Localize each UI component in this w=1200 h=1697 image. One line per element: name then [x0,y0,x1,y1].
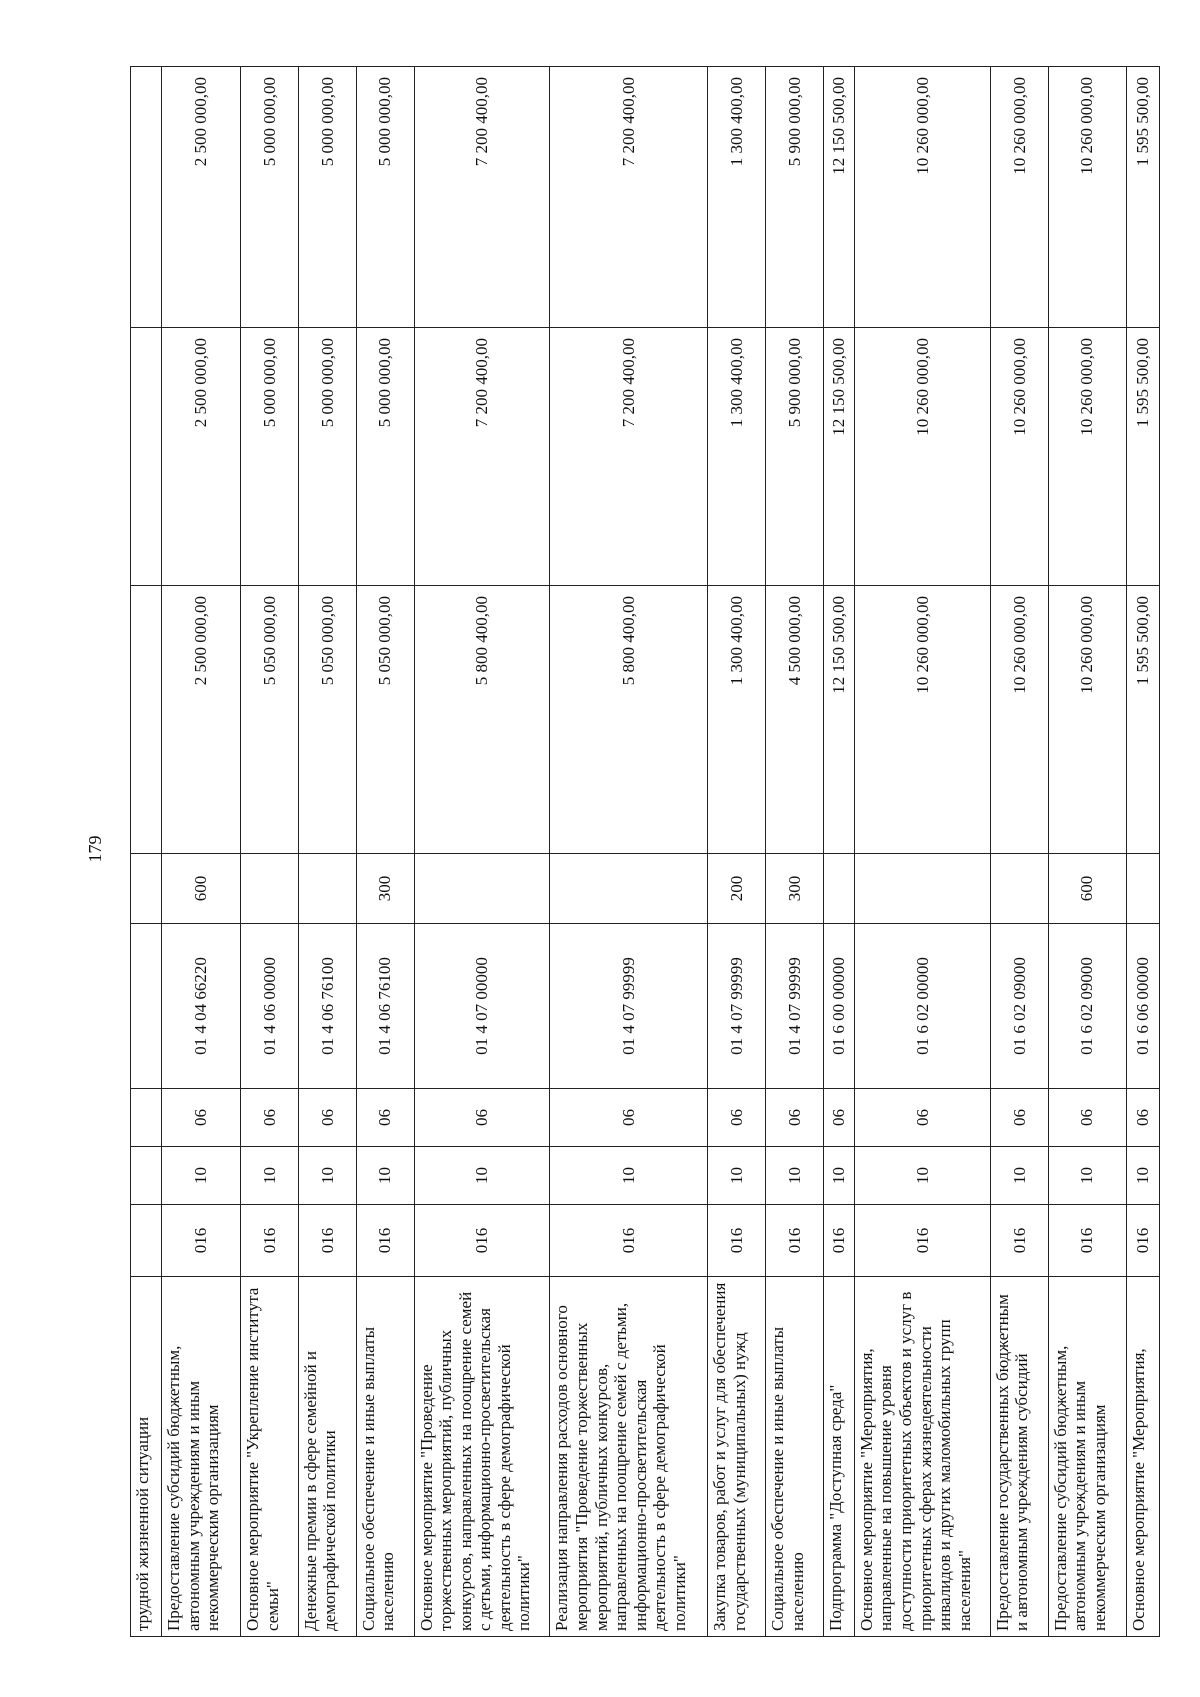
cell-amount-1: 1 595 500,00 [1126,586,1159,854]
cell-gr: 016 [241,1205,299,1277]
cell-gr [131,1205,162,1277]
cell-amount-1: 10 260 000,00 [1048,586,1126,854]
cell-amount-3: 5 900 000,00 [765,67,823,328]
cell-csr: 01 6 02 09000 [990,924,1048,1089]
cell-gr: 016 [414,1205,550,1277]
page-number: 179 [85,835,105,863]
cell-amount-2 [131,328,162,586]
cell-amount-3: 5 000 000,00 [241,67,299,328]
cell-amount-3: 10 260 000,00 [990,67,1048,328]
cell-rz: 10 [241,1147,299,1205]
cell-amount-3: 5 000 000,00 [298,67,356,328]
table-row [1048,67,1126,1637]
table-row [823,67,854,1637]
cell-vr [414,854,550,924]
cell-rz: 10 [708,1147,766,1205]
table-row [854,67,990,1637]
table-row [1126,67,1159,1637]
cell-pr: 06 [765,1089,823,1147]
cell-csr: 01 4 07 99999 [550,924,708,1089]
cell-amount-2: 10 260 000,00 [854,328,990,586]
cell-vr [854,854,990,924]
cell-gr: 016 [1048,1205,1126,1277]
cell-pr: 06 [356,1089,414,1147]
cell-pr: 06 [990,1089,1048,1147]
cell-amount-3: 1 595 500,00 [1126,67,1159,328]
row-name: Социальное обеспечение и иные выплаты населению [765,1277,823,1637]
cell-gr: 016 [298,1205,356,1277]
cell-vr [131,854,162,924]
row-name: Подпрограмма "Доступная среда" [823,1277,854,1637]
cell-amount-1: 5 800 400,00 [414,586,550,854]
cell-rz: 10 [550,1147,708,1205]
cell-rz: 10 [990,1147,1048,1205]
cell-amount-2: 7 200 400,00 [414,328,550,586]
cell-vr [990,854,1048,924]
budget-table [130,66,1160,1637]
cell-amount-2: 7 200 400,00 [550,328,708,586]
table-row [550,67,708,1637]
cell-csr: 01 4 04 66220 [162,924,241,1089]
cell-csr: 01 4 06 76100 [356,924,414,1089]
cell-pr: 06 [823,1089,854,1147]
row-name: Предоставление субсидий бюджетным, автономным учреждениям и иным некоммерческим организациям [1048,1277,1126,1637]
cell-gr: 016 [1126,1205,1159,1277]
cell-amount-3: 1 300 400,00 [708,67,766,328]
cell-pr: 06 [162,1089,241,1147]
row-name: Закупка товаров, работ и услуг для обеспечения государственных (муниципальных) нужд [708,1277,766,1637]
cell-amount-1: 1 300 400,00 [708,586,766,854]
cell-csr: 01 6 02 09000 [1048,924,1126,1089]
cell-gr: 016 [765,1205,823,1277]
cell-vr [1126,854,1159,924]
row-name: Социальное обеспечение и иные выплаты населению [356,1277,414,1637]
cell-amount-2: 1 595 500,00 [1126,328,1159,586]
cell-rz: 10 [765,1147,823,1205]
cell-vr: 600 [1048,854,1126,924]
table-row [765,67,823,1637]
cell-rz: 10 [1126,1147,1159,1205]
cell-amount-1: 12 150 500,00 [823,586,854,854]
cell-pr [131,1089,162,1147]
cell-pr: 06 [414,1089,550,1147]
cell-amount-3: 2 500 000,00 [162,67,241,328]
cell-pr: 06 [1126,1089,1159,1147]
table-row [356,67,414,1637]
cell-rz: 10 [1048,1147,1126,1205]
cell-csr: 01 4 06 76100 [298,924,356,1089]
cell-rz: 10 [823,1147,854,1205]
table-row [241,67,299,1637]
cell-csr: 01 6 02 00000 [854,924,990,1089]
cell-vr [550,854,708,924]
cell-gr: 016 [708,1205,766,1277]
cell-amount-3 [131,67,162,328]
cell-amount-1: 5 050 000,00 [298,586,356,854]
cell-amount-3: 5 000 000,00 [356,67,414,328]
table-row [162,67,241,1637]
cell-amount-2: 5 000 000,00 [356,328,414,586]
cell-vr: 600 [162,854,241,924]
cell-pr: 06 [1048,1089,1126,1147]
cell-amount-3: 7 200 400,00 [550,67,708,328]
cell-amount-2: 5 000 000,00 [298,328,356,586]
cell-vr [823,854,854,924]
cell-gr: 016 [823,1205,854,1277]
cell-amount-1: 10 260 000,00 [854,586,990,854]
cell-vr [298,854,356,924]
cell-amount-2: 12 150 500,00 [823,328,854,586]
cell-pr: 06 [550,1089,708,1147]
cell-pr: 06 [298,1089,356,1147]
cell-amount-1: 10 260 000,00 [990,586,1048,854]
budget-table-rotated [130,67,1160,1637]
cell-amount-1: 4 500 000,00 [765,586,823,854]
cell-rz: 10 [298,1147,356,1205]
cell-csr: 01 4 07 00000 [414,924,550,1089]
cell-amount-2: 5 900 000,00 [765,328,823,586]
cell-rz: 10 [162,1147,241,1205]
cell-gr: 016 [550,1205,708,1277]
cell-csr: 01 4 07 99999 [708,924,766,1089]
table-row [990,67,1048,1637]
cell-gr: 016 [990,1205,1048,1277]
cell-vr: 300 [356,854,414,924]
cell-csr: 01 6 00 00000 [823,924,854,1089]
table-row [298,67,356,1637]
cell-vr [241,854,299,924]
cell-amount-3: 7 200 400,00 [414,67,550,328]
cell-pr: 06 [708,1089,766,1147]
cell-amount-2: 5 000 000,00 [241,328,299,586]
cell-amount-1: 5 050 000,00 [241,586,299,854]
cell-amount-1 [131,586,162,854]
row-name: Основное мероприятие "Мероприятия, направленные на повышение уровня доступности приоритетных объектов и услуг в приоритетных сферах жизнедеятельности инвалидов и других маломобильных групп населения" [854,1277,990,1637]
cell-rz: 10 [356,1147,414,1205]
row-name: Предоставление государственных бюджетным и автономным учреждениям субсидий [990,1277,1048,1637]
cell-vr: 200 [708,854,766,924]
cell-csr: 01 4 07 99999 [765,924,823,1089]
cell-pr: 06 [241,1089,299,1147]
row-name: Основное мероприятие "Мероприятия, [1126,1277,1159,1637]
cell-csr [131,924,162,1089]
cell-amount-2: 2 500 000,00 [162,328,241,586]
cell-amount-3: 10 260 000,00 [1048,67,1126,328]
cell-rz [131,1147,162,1205]
table-body [131,67,1160,1637]
cell-amount-2: 10 260 000,00 [990,328,1048,586]
cell-gr: 016 [356,1205,414,1277]
row-name: Предоставление субсидий бюджетным, автономным учреждениям и иным некоммерческим организациям [162,1277,241,1637]
row-name: Основное мероприятие "Укрепление института семьи" [241,1277,299,1637]
cell-amount-3: 10 260 000,00 [854,67,990,328]
row-name: Основное мероприятие "Проведение торжественных мероприятий, публичных конкурсов, направленных на поощрение семей с детьми, информационно-просветительская деятельность в сфере демографической политики" [414,1277,550,1637]
cell-amount-2: 1 300 400,00 [708,328,766,586]
cell-csr: 01 6 06 00000 [1126,924,1159,1089]
cell-pr: 06 [854,1089,990,1147]
row-name: Реализация направления расходов основного мероприятия "Проведение торжественных мероприятий, публичных конкурсов, направленных на поощрение семей с детьми, информационно-просветительская деятельность в сфере демографической политики" [550,1277,708,1637]
row-name: Денежные премии в сфере семейной и демографической политики [298,1277,356,1637]
cell-vr: 300 [765,854,823,924]
row-name: трудной жизненной ситуации [131,1277,162,1637]
cell-amount-3: 12 150 500,00 [823,67,854,328]
cell-gr: 016 [854,1205,990,1277]
cell-gr: 016 [162,1205,241,1277]
table-row [708,67,766,1637]
cell-amount-1: 5 050 000,00 [356,586,414,854]
table-row [414,67,550,1637]
cell-amount-2: 10 260 000,00 [1048,328,1126,586]
cell-rz: 10 [854,1147,990,1205]
cell-csr: 01 4 06 00000 [241,924,299,1089]
cell-amount-1: 5 800 400,00 [550,586,708,854]
table-row [131,67,162,1637]
cell-rz: 10 [414,1147,550,1205]
cell-amount-1: 2 500 000,00 [162,586,241,854]
